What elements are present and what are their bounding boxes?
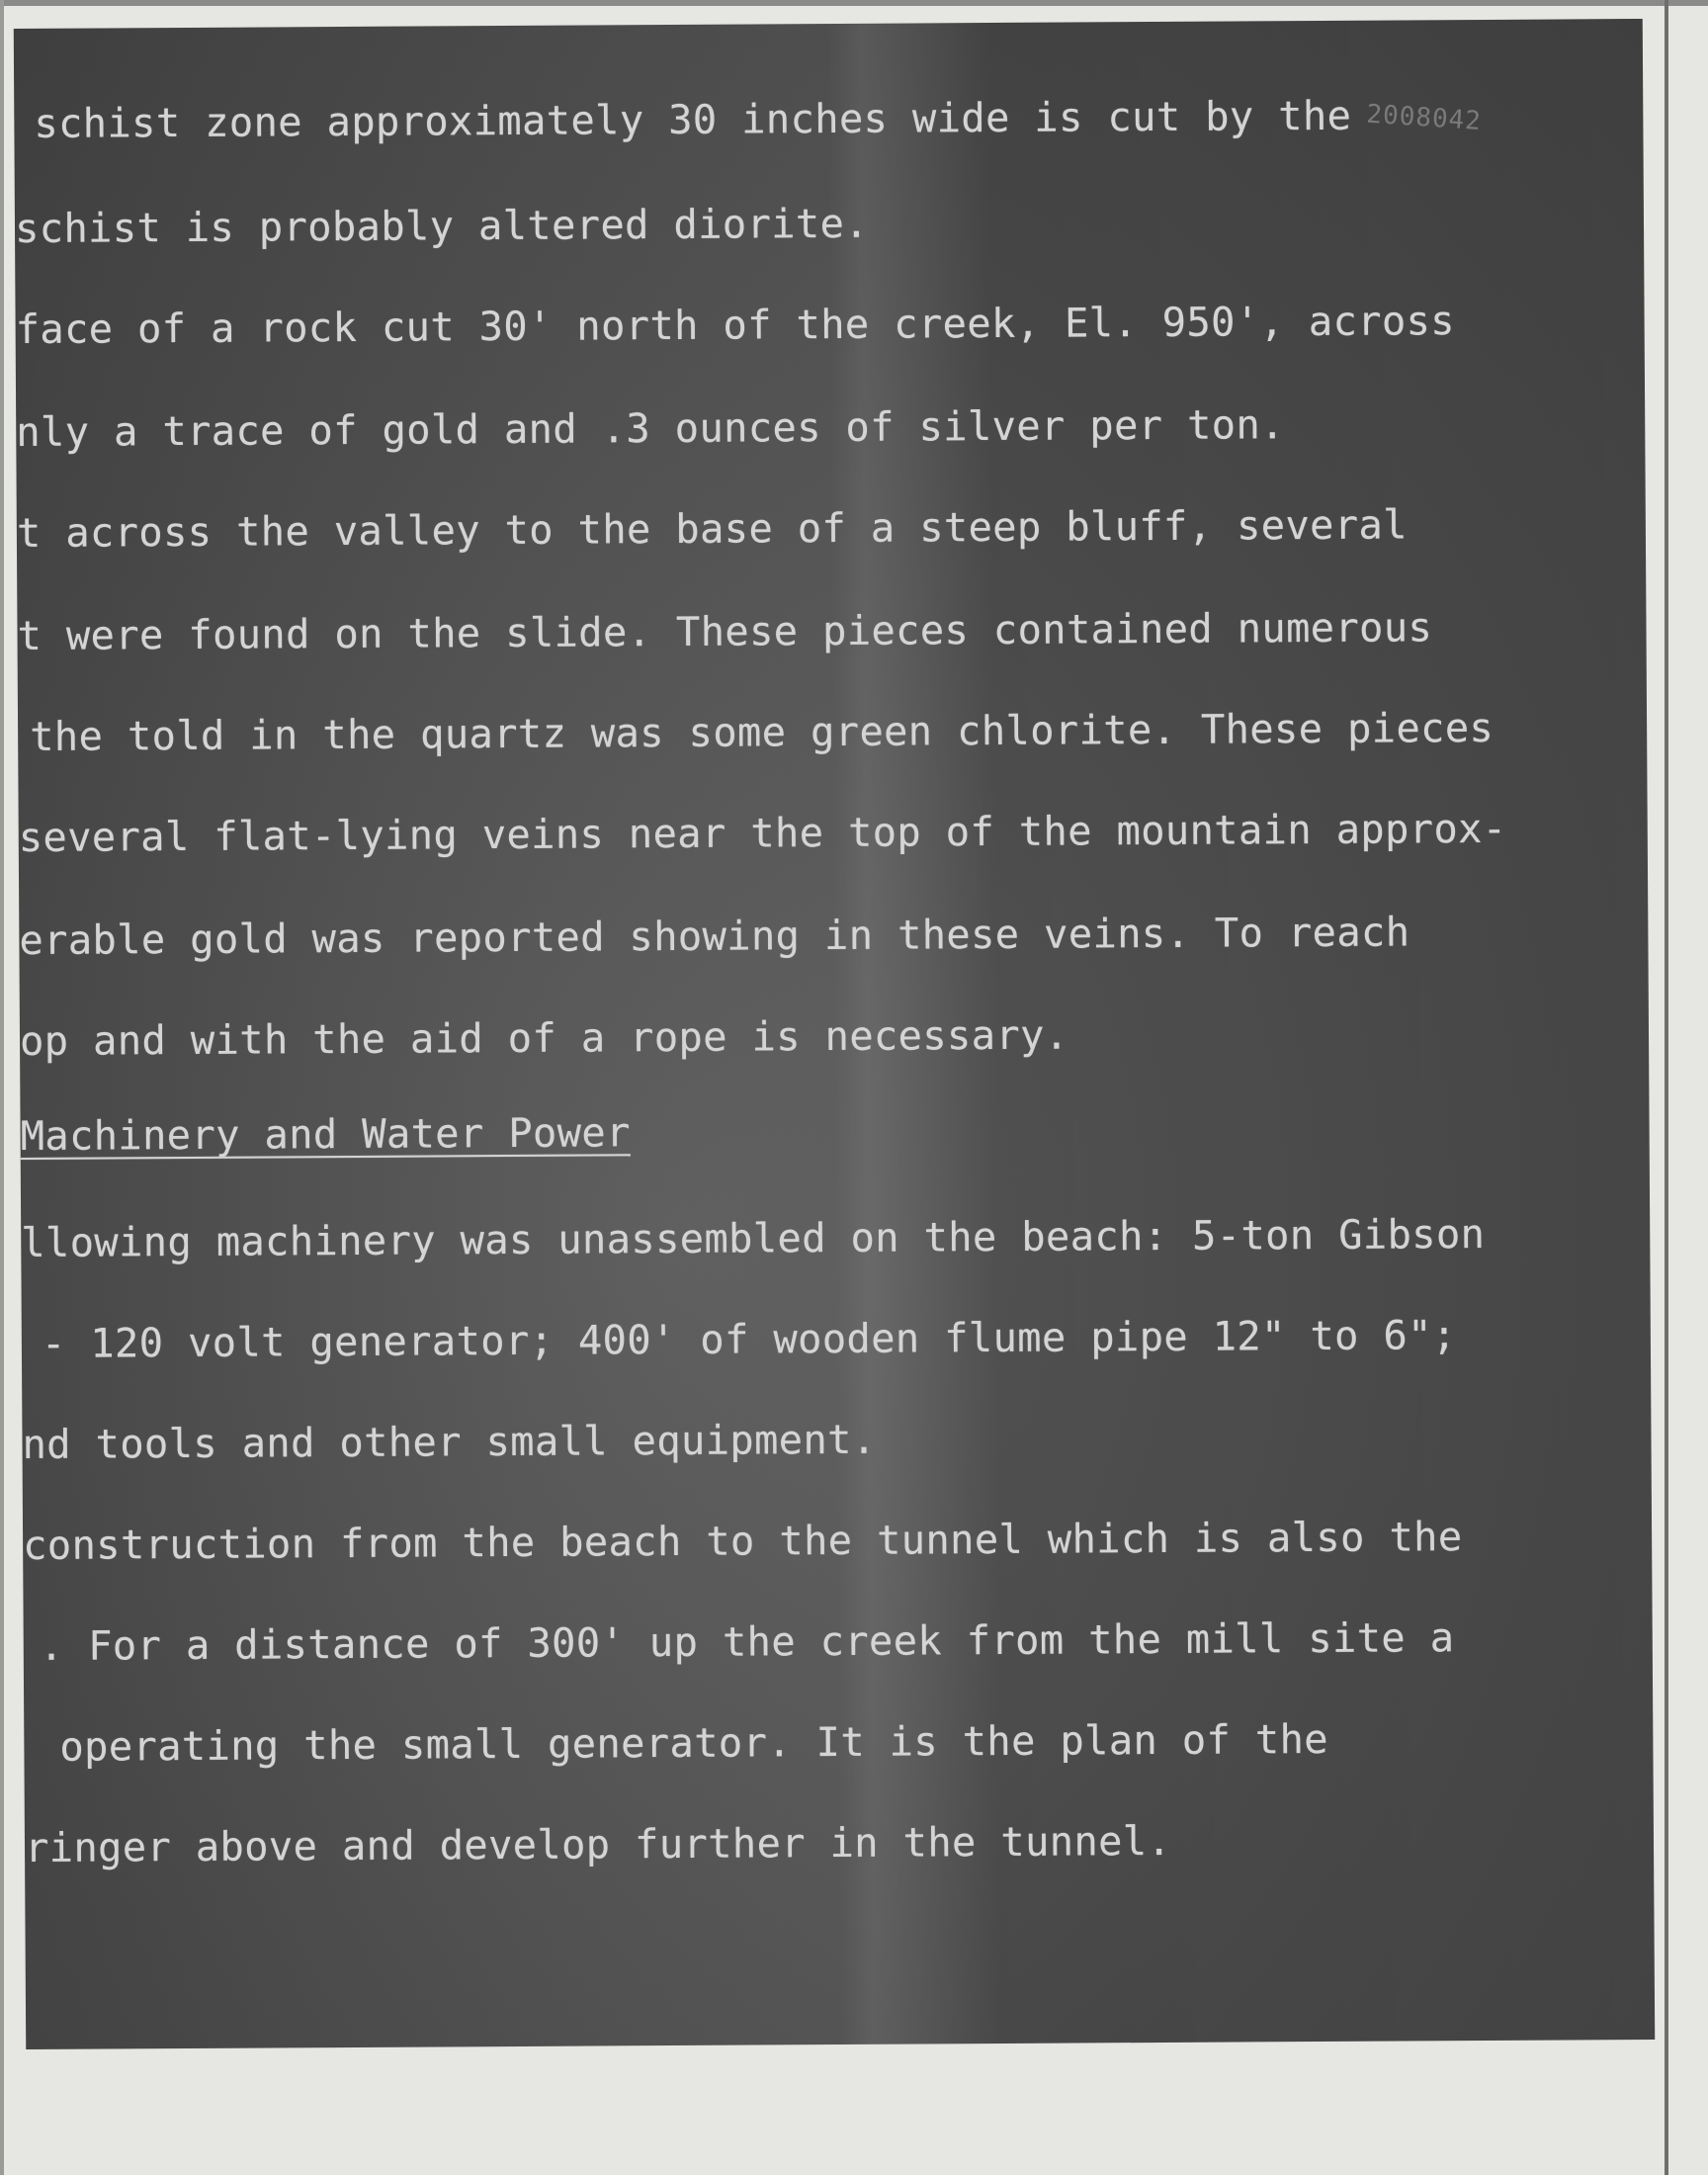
text-line: t across the valley to the base of a steep bluff, several bbox=[16, 500, 1408, 558]
text-line: face of a rock cut 30' north of the creek, El. 950', across bbox=[15, 297, 1456, 354]
mount-edge-right bbox=[1665, 0, 1668, 2175]
text-line: the told in the quartz was some green chlorite. These pieces bbox=[29, 703, 1494, 760]
text-line: schist zone approximately 30 inches wide is cut by the bbox=[34, 91, 1352, 147]
text-line: schist is probably altered diorite. bbox=[14, 199, 870, 253]
section-heading: Machinery and Water Power bbox=[20, 1108, 631, 1161]
text-line: t were found on the slide. These pieces contained numerous bbox=[17, 603, 1433, 660]
text-line: construction from the beach to the tunnel which is also the bbox=[22, 1513, 1463, 1570]
mount-edge-left bbox=[0, 0, 4, 2175]
text-line: ringer above and develop further in the tunnel. bbox=[24, 1816, 1172, 1872]
text-line: several flat-lying veins near the top of the mountain approx- bbox=[18, 804, 1507, 862]
photographed-typed-page bbox=[14, 19, 1655, 2049]
text-line: - 120 volt generator; 400' of wooden flume pipe 12" to 6"; bbox=[41, 1311, 1457, 1367]
mount-edge-top bbox=[0, 0, 1708, 6]
text-line: . For a distance of 300' up the creek from the mill site a bbox=[39, 1613, 1455, 1670]
document-number-stamp: 2008042 bbox=[1365, 99, 1483, 137]
text-line: op and with the aid of a rope is necessary. bbox=[19, 1010, 1069, 1066]
text-line: llowing machinery was unassembled on the beach: 5-ton Gibson bbox=[21, 1209, 1486, 1267]
text-line: nd tools and other small equipment. bbox=[22, 1415, 877, 1469]
text-line: erable gold was reported showing in these veins. To reach bbox=[19, 908, 1410, 965]
text-line: nly a trace of gold and .3 ounces of silver per ton. bbox=[16, 400, 1285, 457]
text-line: operating the small generator. It is the plan of the bbox=[59, 1714, 1329, 1771]
